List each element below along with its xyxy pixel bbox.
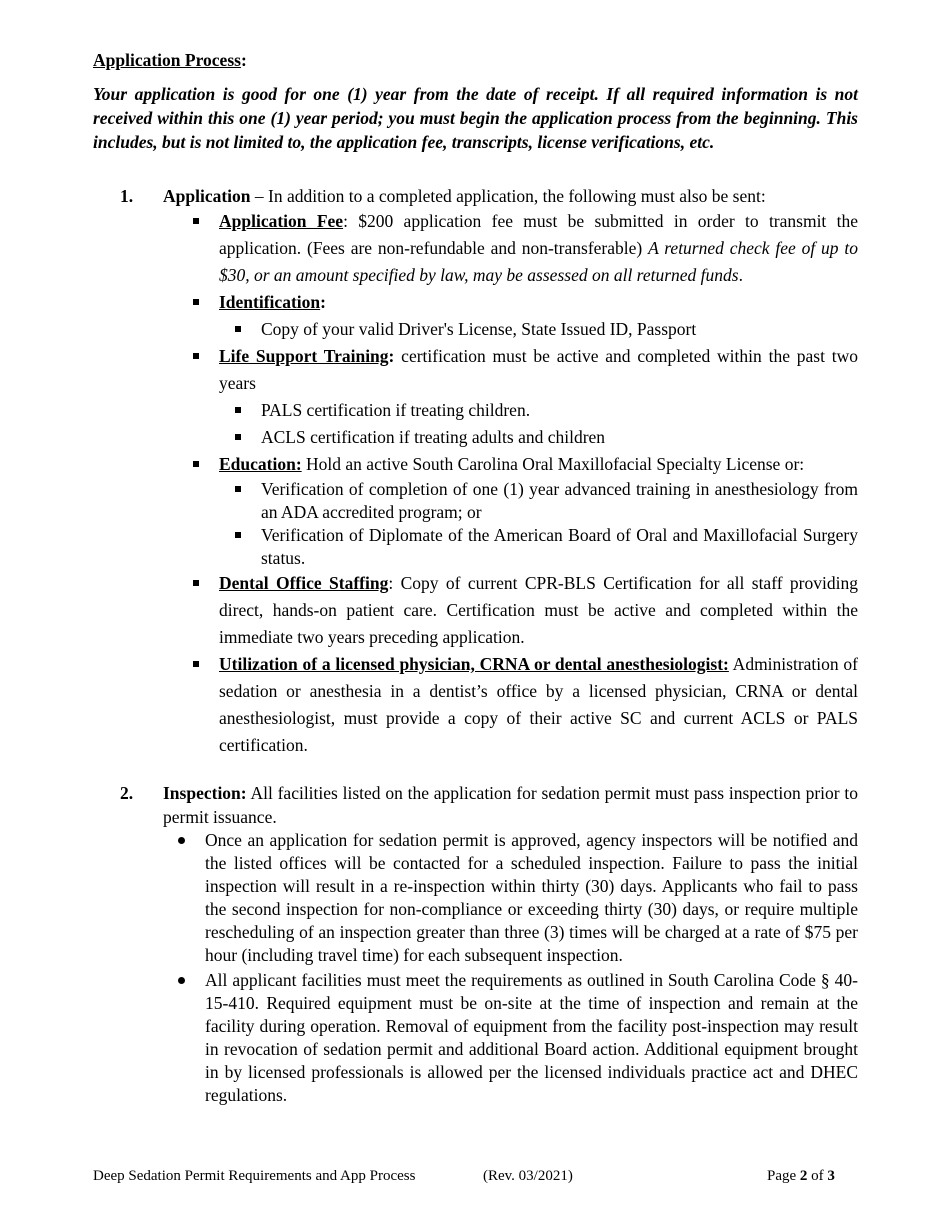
section-heading-title: Application Process: [93, 50, 241, 70]
requirement-application-fee: Application Fee: $200 application fee must be submitted in order to transmit the application. (Fees are non-refundable and non-transferable) A returned check fee of up to $30, or an amount specified by law, may be assessed on all returned funds.: [219, 208, 858, 289]
requirement-education: Education: Hold an active South Carolina Oral Maxillofacial Specialty License or: Verification of completion of one (1) year advanced training in anesthesiology from an ADA accredited program; or Verification of Diplomate of the American Board of Oral and Maxillofacial Surgery status.: [219, 451, 858, 570]
application-intro: Application – In addition to a completed application, the following must also be sent:: [163, 186, 766, 206]
sub-item: PALS certification if treating children.: [261, 397, 858, 424]
requirement-dental-office-staffing: Dental Office Staffing: Copy of current CPR-BLS Certification for all staff providing direct, hands-on patient care. Certification must be active and completed within the immediate two years preceding application.: [219, 570, 858, 651]
section-heading: Application Process:: [93, 50, 247, 70]
item-number: 1.: [120, 186, 134, 206]
footer-page-number: Page 2 of 3: [767, 1168, 835, 1184]
requirement-identification: Identification: Copy of your valid Driver's License, State Issued ID, Passport: [219, 289, 858, 343]
sub-item: ACLS certification if treating adults and children: [261, 424, 858, 451]
inspection-intro: Inspection: All facilities listed on the application for sedation permit must pass inspection prior to permit issuance.: [163, 783, 858, 827]
list-item-application: [93, 184, 858, 759]
footer-revision: (Rev. 03/2021): [483, 1168, 573, 1184]
requirement-life-support-training: Life Support Training: certification must be active and completed within the past two years PALS certification if treating children. ACLS certification if treating adults and children: [219, 343, 858, 451]
item-number: 2.: [120, 783, 134, 803]
inspection-details: [163, 829, 858, 1107]
validity-notice: Your application is good for one (1) year from the date of receipt. If all required information is not received within this one (1) year period; you must begin the application process from the beginning. This includes, but is not limited to, the application fee, transcripts, license verifications, etc.: [93, 84, 858, 152]
footer-document-title: Deep Sedation Permit Requirements and App Process: [93, 1168, 416, 1184]
application-requirements: [163, 208, 858, 759]
list-item-inspection: [93, 781, 858, 1107]
inspection-scheduling-paragraph: Once an application for sedation permit is approved, agency inspectors will be notified and the listed offices will be contacted for a scheduled inspection. Failure to pass the initial inspection will result in a re-inspection within thirty (30) days. Applicants who fail to pass the second inspection for non-compliance or exceeding thirty (30) days, or require multiple rescheduling of an inspection greater than three (3) times will be charged at a rate of $75 per hour (including travel time) for each subsequent inspection.: [205, 830, 858, 965]
sub-item: Verification of completion of one (1) year advanced training in anesthesiology from an ADA accredited program; or: [261, 479, 858, 522]
sub-item: Verification of Diplomate of the American Board of Oral and Maxillofacial Surgery status.: [261, 525, 858, 568]
document-page: [93, 48, 858, 1109]
requirement-utilization: Utilization of a licensed physician, CRNA or dental anesthesiologist: Administration of sedation or anesthesia in a dentist’s office by a licensed physician, CRNA or dental anesthesiologist, must provide a copy of their active SC and current ACLS or PALS certification.: [219, 651, 858, 759]
inspection-equipment-paragraph: All applicant facilities must meet the requirements as outlined in South Carolina Code § 40-15-410. Required equipment must be on-site at the time of inspection and remain at the facility during operation. Removal of equipment from the facility post-inspection may result in revocation of sedation permit and additional Board action. Additional equipment brought in by licensed professionals is allowed per the licensed individuals practice act and DHEC regulations.: [205, 970, 858, 1105]
sub-item: Copy of your valid Driver's License, State Issued ID, Passport: [261, 316, 858, 343]
